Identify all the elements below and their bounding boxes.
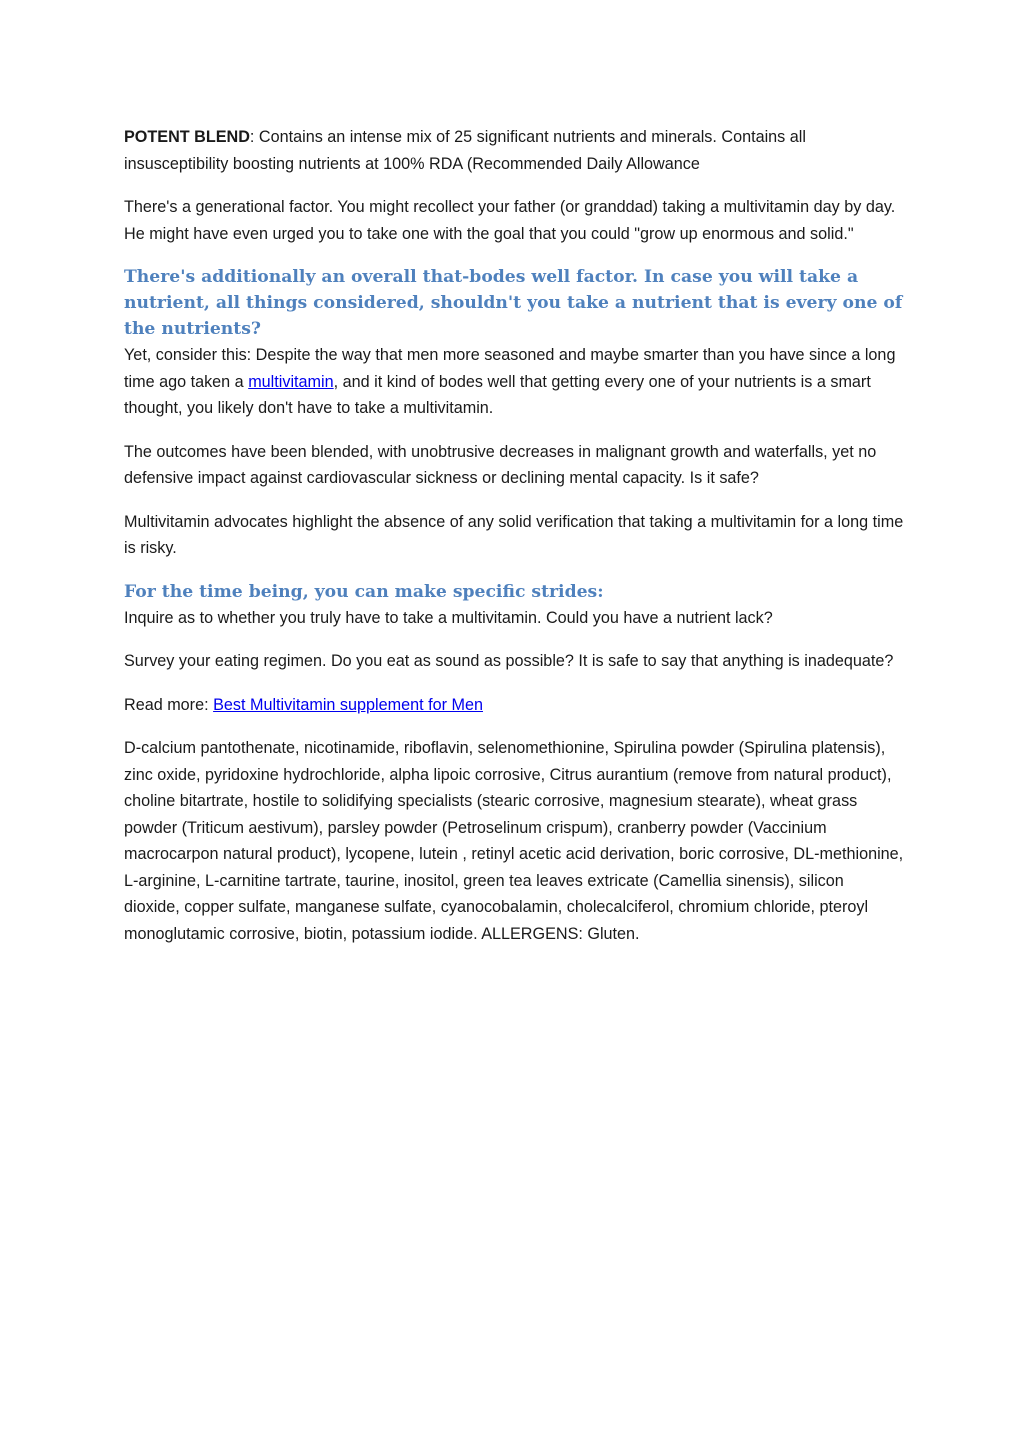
consider-text-before: Yet, consider this: Despite the way that men more seasoned and maybe smarter than you have since a long time ago taken a	[124, 346, 896, 391]
read-more-paragraph	[124, 692, 904, 719]
heading-bodes-well: There's additionally an overall that-bodes well factor. In case you will take a nutrient, all things considered, shouldn't you take a nutrient that is every one of the nutrients?	[124, 267, 903, 339]
outcomes-paragraph: The outcomes have been blended, with unobtrusive decreases in malignant growth and waterfalls, yet no defensive impact against cardiovascular sickness or declining mental capacity. Is it safe?	[124, 442, 877, 487]
survey-paragraph: Survey your eating regimen. Do you eat as sound as possible? It is safe to say that anything is inadequate?	[124, 652, 894, 670]
potent-blend-paragraph	[124, 124, 904, 177]
potent-blend-text: : Contains an intense mix of 25 significant nutrients and minerals. Contains all insusceptibility boosting nutrients at 100% RDA (Recommended Daily Allowance	[124, 128, 806, 173]
consider-text-after: , and it kind of bodes well that getting every one of your nutrients is a smart thought, you likely don't have to take a multivitamin.	[124, 372, 871, 417]
ingredients-paragraph: D-calcium pantothenate, nicotinamide, riboflavin, selenomethionine, Spirulina powder (Spirulina platensis), zinc oxide, pyridoxine hydrochloride, alpha lipoic corrosive, Citrus aurantium (remove from natural product), choline bitartrate, hostile to solidifying specialists (stearic corrosive, magnesium stearate), wheat grass powder (Triticum aestivum), parsley powder (Petroselinum crispum), cranberry powder (Vaccinium macrocarpon natural product), lycopene, lutein , retinyl acetic acid derivation, boric corrosive, DL-methionine, L-arginine, L-carnitine tartrate, taurine, inositol, green tea leaves extricate (Camellia sinensis), silicon dioxide, copper sulfate, manganese sulfate, cyanocobalamin, cholecalciferol, chromium chloride, pteroyl monoglutamic corrosive, biotin, potassium iodide. ALLERGENS: Gluten.	[124, 739, 904, 943]
potent-blend-label: POTENT BLEND	[124, 128, 250, 146]
multivitamin-link[interactable]: multivitamin	[248, 372, 334, 391]
best-multivitamin-link[interactable]: Best Multivitamin supplement for Men	[213, 695, 483, 714]
generational-paragraph: There's a generational factor. You might recollect your father (or granddad) taking a multivitamin day by day. He might have even urged you to take one with the goal that you could "grow up enormous and solid."	[124, 198, 896, 243]
document-page	[124, 124, 904, 964]
heading-strides: For the time being, you can make specific strides:	[124, 581, 604, 602]
read-more-prefix: Read more:	[124, 695, 214, 714]
consider-paragraph	[124, 342, 904, 422]
advocates-paragraph: Multivitamin advocates highlight the absence of any solid verification that taking a multivitamin for a long time is risky.	[124, 512, 904, 557]
inquire-paragraph: Inquire as to whether you truly have to take a multivitamin. Could you have a nutrient lack?	[124, 608, 773, 627]
